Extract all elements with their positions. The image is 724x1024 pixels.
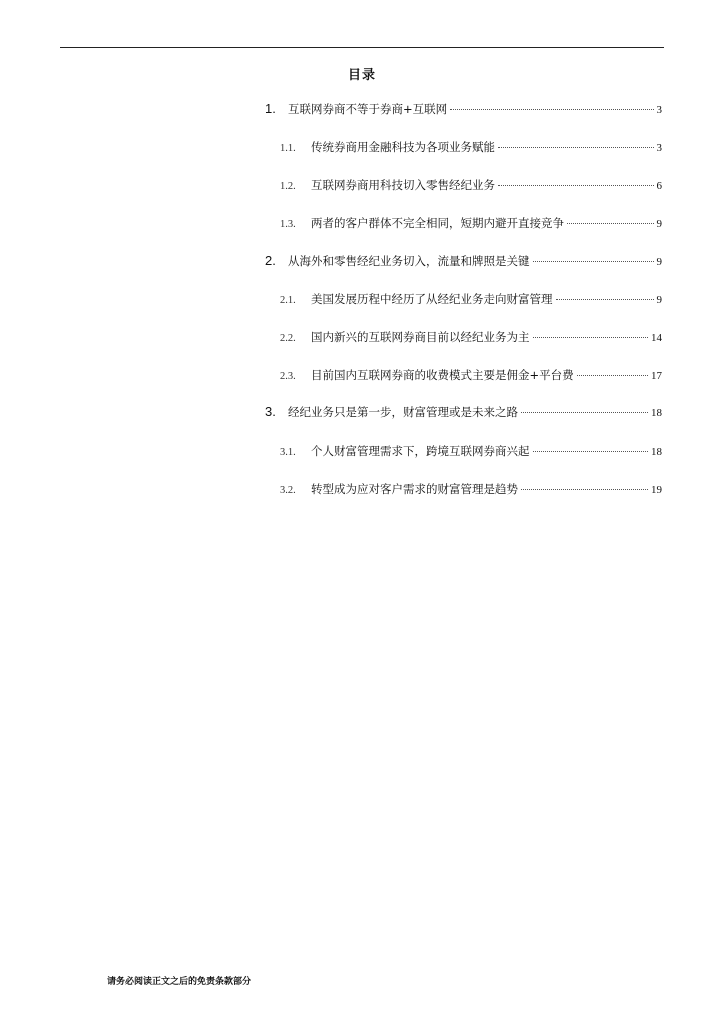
header-rule [60, 47, 664, 48]
toc-entry-label: 美国发展历程中经历了从经纪业务走向财富管理 [311, 292, 553, 306]
toc-entry-label: 传统券商用金融科技为各项业务赋能 [311, 140, 495, 154]
toc-dot-leader [533, 451, 649, 452]
toc-entry-number: 3. [265, 404, 276, 419]
toc-dot-leader [556, 299, 654, 300]
toc-dot-leader [521, 412, 648, 413]
toc-entry-page: 3 [656, 104, 662, 116]
toc-entry-1-3[interactable] [280, 215, 662, 233]
toc-entry-number: 3.2. [280, 485, 296, 496]
toc-dot-leader [567, 223, 654, 224]
toc-entry-3-2[interactable] [280, 481, 662, 499]
toc-entry-page: 3 [656, 142, 662, 154]
toc-entry-page: 9 [656, 256, 662, 268]
toc-entry-label: 两者的客户群体不完全相同，短期内避开直接竞争 [311, 216, 564, 230]
toc-entry-1-1[interactable] [280, 139, 662, 157]
toc-entry-2-2[interactable] [280, 329, 662, 347]
disclaimer-note: 请务必阅读正文之后的免责条款部分 [107, 977, 252, 987]
toc-entry-number: 2.2. [280, 333, 296, 344]
toc-dot-leader [533, 337, 649, 338]
toc-entry-page: 14 [651, 332, 662, 344]
toc-dot-leader [521, 489, 648, 490]
toc-entry-label: 国内新兴的互联网券商目前以经纪业务为主 [311, 330, 530, 344]
toc-entry-number: 1.3. [280, 219, 296, 230]
toc-entry-number: 2.1. [280, 295, 296, 306]
toc-title: 目录 [347, 68, 376, 83]
toc-dot-leader [498, 147, 654, 148]
toc-entry-label: 转型成为应对客户需求的财富管理是趋势 [311, 482, 518, 496]
toc-entry-label: 互联网券商用科技切入零售经纪业务 [311, 178, 495, 192]
toc-entry-3-1[interactable] [280, 443, 662, 461]
toc-entry-1[interactable] [265, 101, 662, 119]
toc-entry-3[interactable] [265, 404, 662, 422]
toc-entry-number: 3.1. [280, 447, 296, 458]
toc-entry-label: 个人财富管理需求下，跨境互联网券商兴起 [311, 444, 530, 458]
toc-entry-number: 2. [265, 253, 276, 268]
toc-entry-number: 1. [265, 101, 276, 116]
toc-dot-leader [498, 185, 654, 186]
toc-entry-page: 9 [656, 218, 662, 230]
toc-entry-2[interactable] [265, 253, 662, 271]
toc-entry-2-1[interactable] [280, 291, 662, 309]
toc-entry-2-3[interactable] [280, 367, 662, 385]
toc-entry-page: 6 [656, 180, 662, 192]
toc-entry-label: 互联网券商不等于券商+互联网 [288, 102, 448, 116]
toc-entry-number: 2.3. [280, 371, 296, 382]
toc-dot-leader [577, 375, 648, 376]
toc-entry-number: 1.1. [280, 143, 296, 154]
toc-entry-label: 经纪业务只是第一步，财富管理或是未来之路 [288, 405, 518, 419]
toc-entry-page: 18 [651, 446, 662, 458]
toc-entry-page: 18 [651, 407, 662, 419]
toc-entry-label: 从海外和零售经纪业务切入，流量和牌照是关键 [288, 254, 530, 268]
toc-entry-1-2[interactable] [280, 177, 662, 195]
toc-entry-page: 9 [656, 294, 662, 306]
toc-dot-leader [533, 261, 654, 262]
toc-entry-page: 17 [651, 370, 662, 382]
toc-entry-page: 19 [651, 484, 662, 496]
toc-dot-leader [450, 109, 653, 110]
toc-entry-label: 目前国内互联网券商的收费模式主要是佣金+平台费 [311, 368, 574, 382]
toc-entry-number: 1.2. [280, 181, 296, 192]
